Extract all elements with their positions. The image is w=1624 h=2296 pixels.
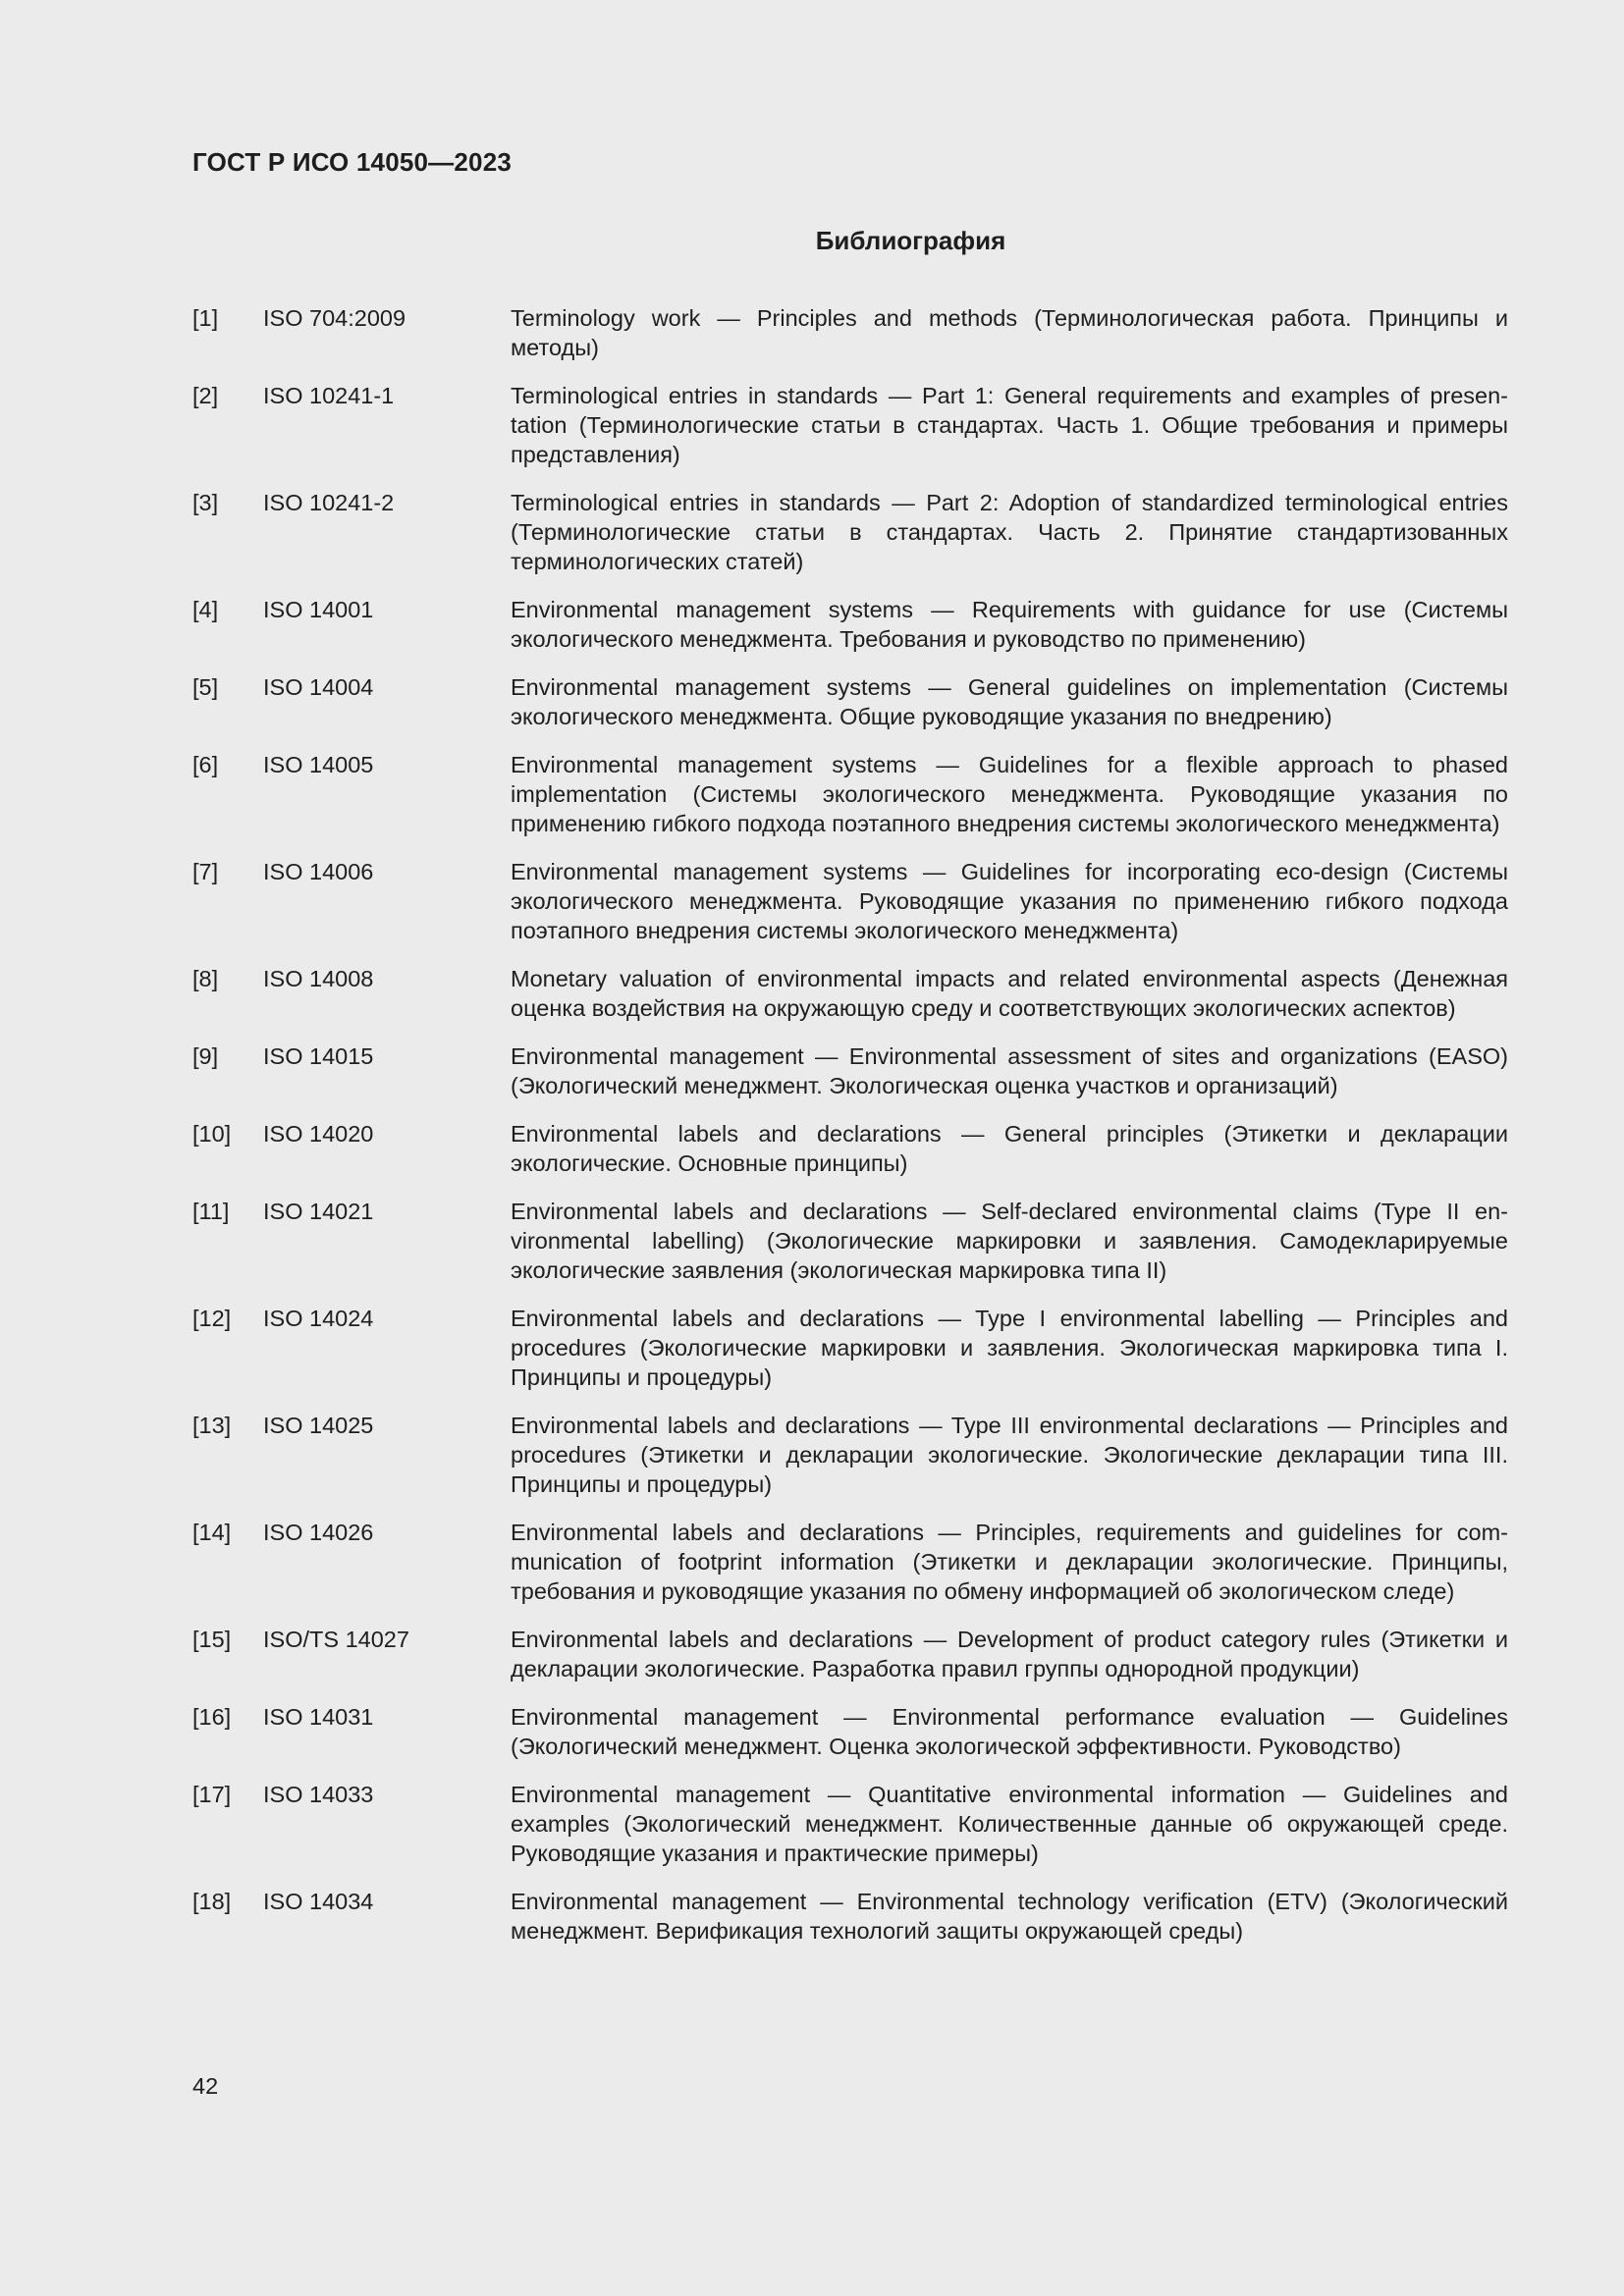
bibliography-entry [192, 381, 1508, 469]
bibliography-entry [192, 1411, 1508, 1499]
bibliography-entry [192, 1518, 1508, 1606]
bibliography-list [192, 303, 1508, 1964]
bibliography-entry-code: ISO 14001 [263, 597, 374, 622]
bibliography-entry-number: [15] [192, 1627, 232, 1652]
section-title: Библиография [815, 226, 1006, 255]
bibliography-entry-title: Terminological entries in standards — Part 1: General requirements and examples of presentation (Терминологические статьи в стандартах. Часть 1. Общие требования и примеры представления) [511, 383, 1508, 467]
bibliography-entry [192, 750, 1508, 838]
bibliography-entry [192, 488, 1508, 576]
bibliography-entry-number: [12] [192, 1306, 232, 1331]
bibliography-entry [192, 595, 1508, 654]
bibliography-entry [192, 964, 1508, 1023]
bibliography-entry [192, 1887, 1508, 1946]
bibliography-entry-code: ISO 14005 [263, 752, 374, 777]
bibliography-entry [192, 857, 1508, 945]
bibliography-entry [192, 672, 1508, 731]
bibliography-entry [192, 1625, 1508, 1683]
bibliography-entry-number: [1] [192, 305, 219, 331]
bibliography-entry-title: Environmental management systems — General guidelines on implementation (Системы экологического менеджмента. Общие руководящие указания по внедрению) [511, 674, 1508, 729]
bibliography-entry-number: [3] [192, 490, 219, 515]
bibliography-entry-code: ISO/TS 14027 [263, 1627, 409, 1652]
document-header: ГОСТ Р ИСО 14050—2023 [192, 147, 513, 177]
bibliography-entry-number: [5] [192, 674, 219, 700]
bibliography-entry-title: Environmental management systems — Guidelines for a flexible approach to phased implementation (Системы экологического менеджмента. Руководящие указания по применению гибкого подхода поэтапного внедрения системы экологического менеджмента) [511, 752, 1508, 836]
bibliography-entry-code: ISO 14034 [263, 1889, 374, 1914]
bibliography-entry-number: [7] [192, 859, 219, 884]
bibliography-entry-title: Environmental management — Environmental performance evaluation — Guidelines (Экологический менеджмент. Оценка экологической эффективности. Руководство) [511, 1704, 1508, 1759]
bibliography-entry-number: [17] [192, 1782, 232, 1807]
bibliography-entry-code: ISO 14033 [263, 1782, 374, 1807]
bibliography-entry-title: Environmental labels and declarations — Type I environmental labelling — Principles and procedures (Экологические маркировки и заявления. Экологическая маркировка типа I. Принципы и процедуры) [511, 1306, 1508, 1390]
bibliography-entry-title: Environmental labels and declarations — Type III environmental declarations — Principles and procedures (Этикетки и декларации экологические. Экологические декларации типа III. Принципы и процедуры) [511, 1413, 1508, 1497]
bibliography-entry-code: ISO 14004 [263, 674, 374, 700]
bibliography-entry [192, 1702, 1508, 1761]
bibliography-entry [192, 1197, 1508, 1285]
bibliography-entry-title: Environmental management systems — Requirements with guidance for use (Системы экологического менеджмента. Требования и руководство по применению) [511, 597, 1508, 652]
bibliography-entry-code: ISO 14024 [263, 1306, 374, 1331]
bibliography-entry-code: ISO 704:2009 [263, 305, 406, 331]
bibliography-entry-title: Environmental management systems — Guidelines for incorporating eco-design (Системы экологического менеджмента. Руководящие указания по применению гибкого подхода поэтапного внедрения системы экологического менеджмента) [511, 859, 1508, 943]
bibliography-entry-code: ISO 14006 [263, 859, 374, 884]
bibliography-entry-code: ISO 14008 [263, 966, 374, 991]
bibliography-entry-number: [6] [192, 752, 219, 777]
page-number: 42 [192, 2073, 219, 2099]
bibliography-entry-title: Terminological entries in standards — Part 2: Adoption of standardized terminological entries (Терминологические статьи в стандартах. Часть 2. Принятие стандартизованных терминологических статей) [511, 490, 1508, 574]
bibliography-entry-number: [9] [192, 1043, 219, 1069]
bibliography-entry [192, 1119, 1508, 1178]
bibliography-entry-title: Monetary valuation of environmental impacts and related environmental aspects (Денежная оценка воздействия на окружающую среду и соответствующих экологических аспектов) [511, 966, 1508, 1021]
bibliography-entry-code: ISO 14020 [263, 1121, 374, 1147]
bibliography-entry-title: Environmental management — Quantitative environmental information — Guidelines and examples (Экологический менеджмент. Количественные данные об окружающей среде. Руководящие указания и практические примеры) [511, 1782, 1508, 1866]
bibliography-entry-title: Environmental management — Environmental technology verification (ETV) (Экологический менеджмент. Верификация технологий защиты окружающей среды) [511, 1889, 1508, 1944]
bibliography-entry [192, 1304, 1508, 1392]
bibliography-entry-title: Environmental labels and declarations — Principles, requirements and guidelines for communication of footprint information (Этикетки и декларации экологические. Принципы, требования и руководящие указания по обмену информацией об экологическом следе) [511, 1520, 1508, 1604]
bibliography-entry-code: ISO 10241-2 [263, 490, 395, 515]
bibliography-entry-title: Environmental management — Environmental assessment of sites and organizations (EASO) (Экологический менеджмент. Экологическая оценка участков и организаций) [511, 1043, 1508, 1098]
bibliography-entry-code: ISO 14025 [263, 1413, 374, 1438]
bibliography-entry-title: Environmental labels and declarations — Development of product category rules (Этикетки и декларации экологические. Разработка правил группы однородной продукции) [511, 1627, 1508, 1682]
bibliography-entry-code: ISO 14031 [263, 1704, 374, 1730]
bibliography-entry-number: [18] [192, 1889, 232, 1914]
bibliography-entry-code: ISO 14015 [263, 1043, 374, 1069]
bibliography-entry-code: ISO 10241-1 [263, 383, 395, 408]
bibliography-entry-number: [11] [192, 1199, 230, 1224]
bibliography-entry-number: [10] [192, 1121, 232, 1147]
bibliography-entry-number: [8] [192, 966, 219, 991]
bibliography-entry-title: Environmental labels and declarations — Self-declared environmental claims (Type II environmental labelling) (Экологические маркировки и заявления. Самодекларируемые экологические заявления (экологическая маркировка типа II) [511, 1199, 1508, 1283]
bibliography-entry-number: [2] [192, 383, 219, 408]
bibliography-entry [192, 303, 1508, 362]
bibliography-entry [192, 1041, 1508, 1100]
bibliography-entry [192, 1780, 1508, 1868]
bibliography-entry-number: [14] [192, 1520, 232, 1545]
bibliography-entry-title: Environmental labels and declarations — General principles (Этикетки и декларации экологические. Основные принципы) [511, 1121, 1508, 1176]
bibliography-entry-number: [4] [192, 597, 219, 622]
bibliography-entry-number: [16] [192, 1704, 232, 1730]
bibliography-entry-code: ISO 14026 [263, 1520, 374, 1545]
bibliography-entry-code: ISO 14021 [263, 1199, 374, 1224]
bibliography-entry-number: [13] [192, 1413, 232, 1438]
bibliography-entry-title: Terminology work — Principles and methods (Терминологическая работа. Принципы и методы) [511, 305, 1508, 360]
